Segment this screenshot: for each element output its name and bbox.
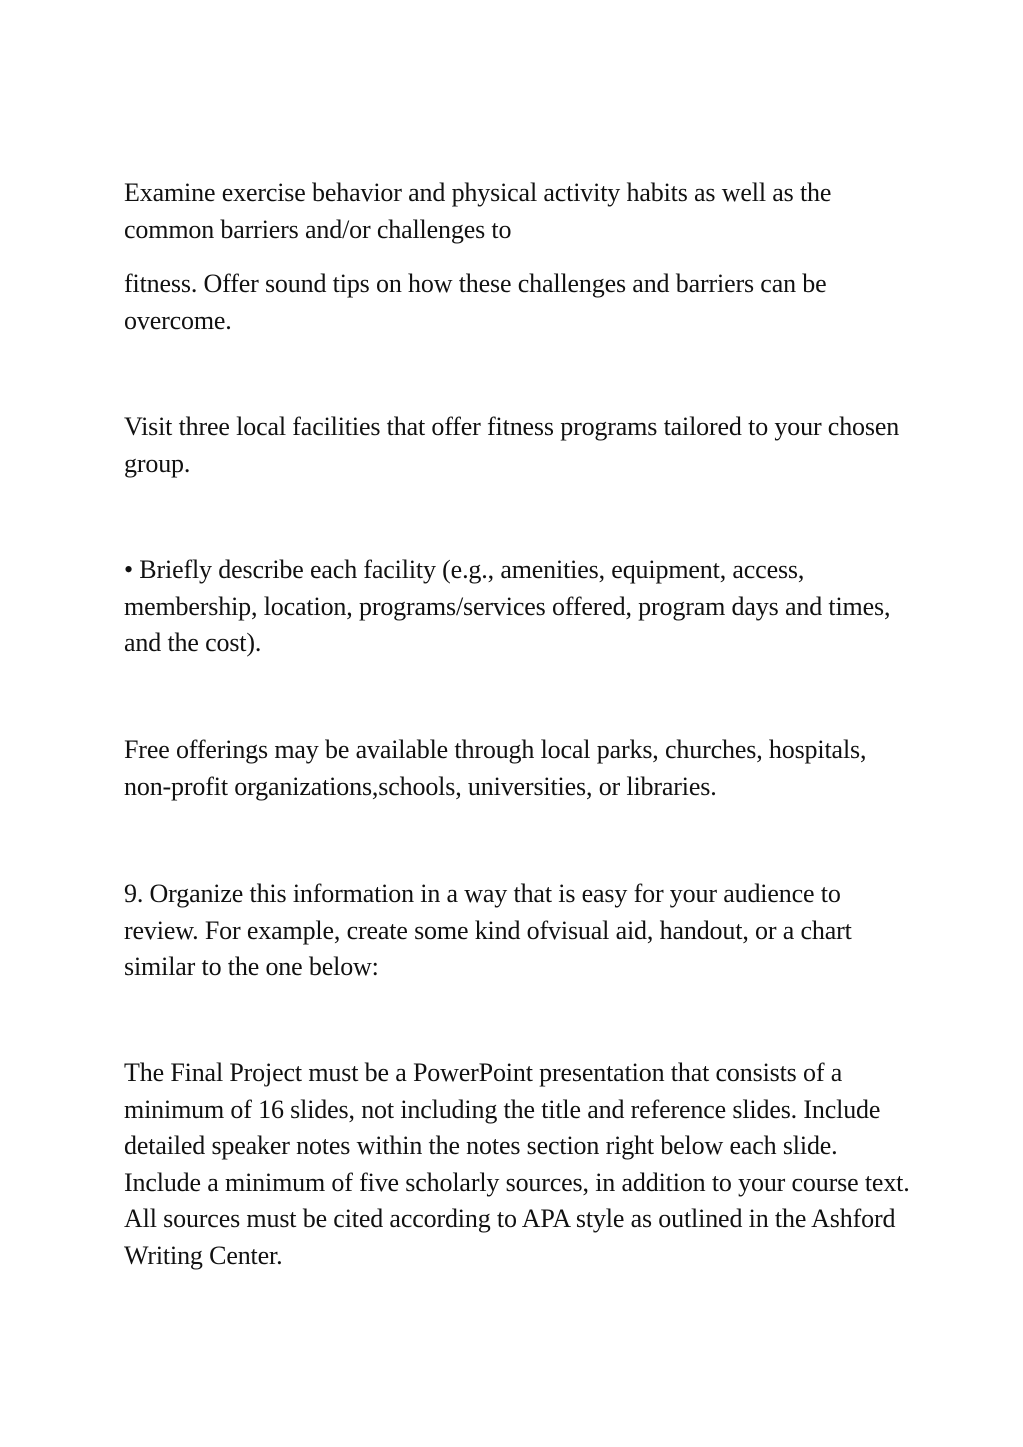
paragraph-visit-facilities: Visit three local facilities that offer fitness programs tailored to your chosen group. — [124, 412, 900, 478]
paragraph-fitness-tips: fitness. Offer sound tips on how these challenges and barriers can be overcome. — [124, 269, 827, 335]
paragraph-free-offerings: Free offerings may be available through local parks, churches, hospitals, non-profit organizations,schools, universities, or libraries. — [124, 735, 867, 801]
paragraph-final-project: The Final Project must be a PowerPoint presentation that consists of a minimum of 16 slides, not including the title and reference slides. Include detailed speaker notes within the notes section right below each slide. Include a minimum of five scholarly sources, in addition to your course text. All sources must be cited according to APA style as outlined in the Ashford Writing Center. — [124, 1058, 910, 1270]
paragraph-describe-facility: • Briefly describe each facility (e.g., amenities, equipment, access, membership, location, programs/services offered, program days and times, and the cost). — [124, 555, 891, 657]
paragraph-organize-information: 9. Organize this information in a way that is easy for your audience to review. For example, create some kind ofvisual aid, handout, or a chart similar to the one below: — [124, 879, 852, 981]
paragraph-exercise-behavior: Examine exercise behavior and physical activity habits as well as the common barriers and/or challenges to — [124, 178, 832, 244]
